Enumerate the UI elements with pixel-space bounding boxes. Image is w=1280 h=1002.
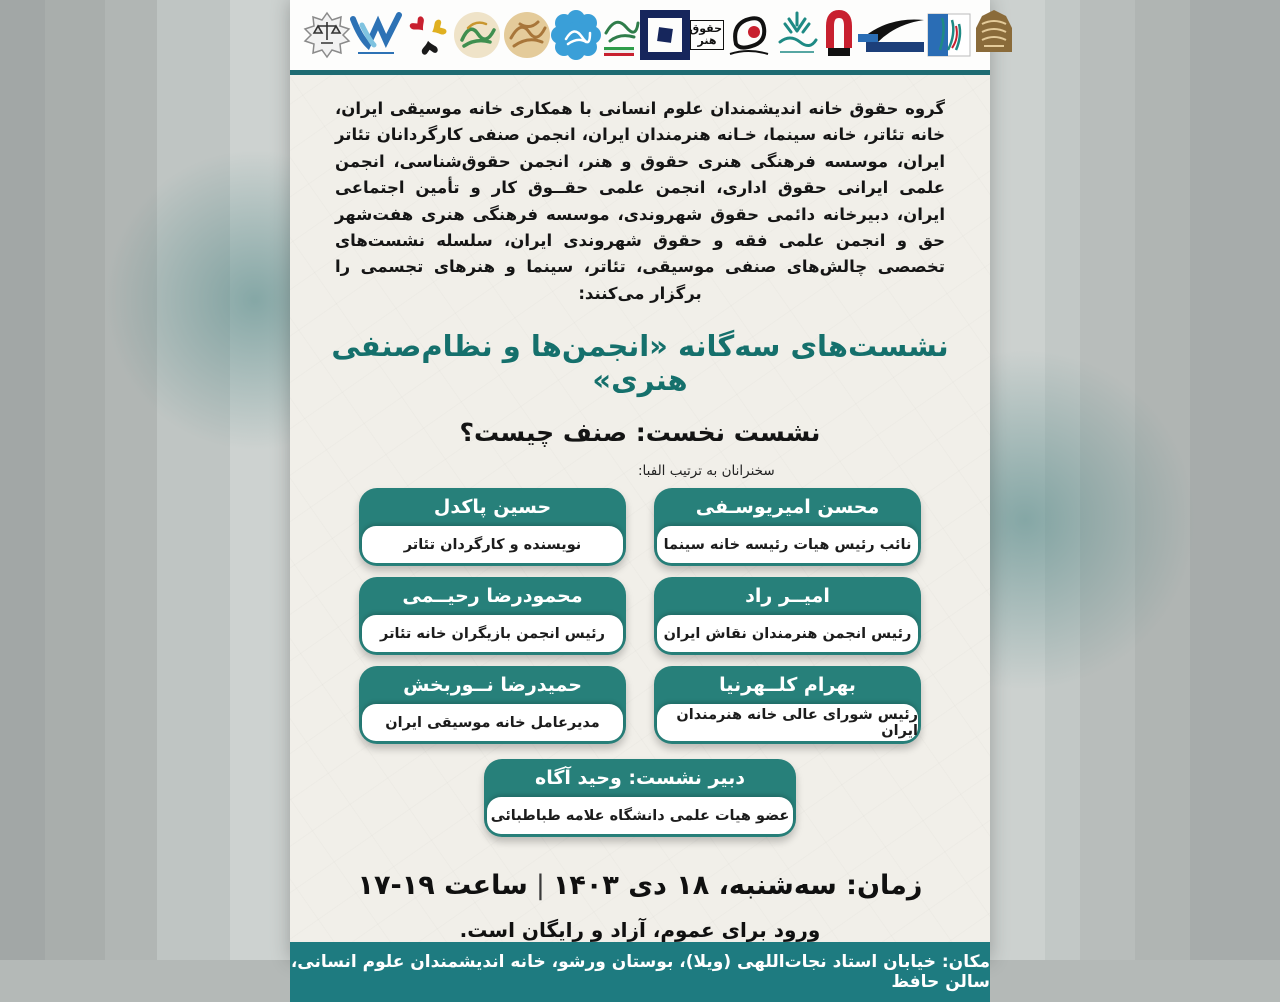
black-calligraphy-red-icon — [724, 10, 772, 60]
organizers-intro-paragraph: گروه حقوق خانه اندیشمندان علوم انسانی با همکاری خانه موسیقی ایران، خانه تئاتر، خانه سینما، خـانه هنرمندان ایران، انجمن صنفی کارگردانان تئاتر ایران، موسسه فرهنگی هنری حقوق و هنر، انجمن حقوق‌شناسی، انجمن علمی ایرانی حقوق اداری، انجمن علمی حقــوق کار و تأمین اجتماعی ایران، دبیرخانه دائمی حقوق شهروندی، موسسه فرهنگی هنری هفت‌شهر حق و انجمن علمی فقه و حقوق شهروندی ایران، سلسله نشست‌های تخصصی چالش‌های صنفی موسیقی، تئاتر، سینما و هنرهای تجسمی را برگزار می‌کنند: — [335, 99, 945, 303]
green-calligraphy-roundel-icon — [452, 10, 502, 60]
poster-content — [290, 75, 990, 1002]
speaker-role: رئیس انجمن هنرمندان نقاش ایران — [657, 615, 918, 652]
speaker-role: رئیس شورای عالی خانه هنرمندان ایران — [657, 704, 918, 741]
hoghoogh-honar-label: حقوق هنر — [690, 20, 724, 49]
session-subtitle: نشست نخست: صنف چیست؟ — [459, 418, 821, 448]
partner-logos-strip — [290, 0, 990, 70]
navy-square-frame-icon — [640, 10, 690, 60]
event-time: ساعت ۱۹-۱۷ — [357, 870, 528, 902]
event-datetime — [290, 870, 990, 901]
location-footer: مکان: خیابان استاد نجات‌اللهی (ویلا)، بوستان ورشو، خانه اندیشمندان علوم انسانی، سالن حافظ — [290, 942, 990, 1002]
speakers-order-note: سخنرانان به ترتیب الفبا: — [638, 463, 775, 480]
event-date: زمان: سه‌شنبه، ۱۸ دی ۱۴۰۳ — [552, 870, 923, 902]
speaker-name: امیــر راد — [745, 585, 830, 608]
speaker-name: حسین پاکدل — [433, 496, 552, 519]
speaker-name: محسن امیریوسـفی — [695, 496, 880, 519]
speaker-name: محمودرضا رحیــمی — [402, 585, 583, 608]
hearts-pinwheel-icon — [402, 10, 452, 60]
moderator-name: دبیر نشست: وحید آگاه — [535, 767, 745, 790]
speaker-card — [654, 488, 921, 566]
moderator-row — [290, 759, 990, 837]
moderator-role: عضو هیات علمی دانشگاه علامه طباطبائی — [487, 797, 793, 834]
speakers-grid — [290, 488, 990, 744]
speaker-name: بهرام کلــهرنیا — [719, 674, 856, 697]
left-blurred-backdrop — [0, 0, 290, 960]
speaker-name: حمیدرضا نــوربخش — [403, 674, 582, 697]
moderator-card — [484, 759, 796, 837]
speaker-role: نویسنده و کارگردان تئاتر — [362, 526, 623, 563]
speaker-card — [359, 666, 626, 744]
green-flag-calligraphy-icon — [600, 11, 640, 59]
event-poster — [290, 0, 990, 993]
cinema-swoosh-icon — [856, 12, 926, 58]
speaker-role: نائب رئیس هیات رئیسه خانه سینما — [657, 526, 918, 563]
blue-flower-calligraphy-icon — [552, 11, 600, 59]
speaker-card — [654, 577, 921, 655]
speaker-card — [359, 488, 626, 566]
haft-shahr-haq-icon — [350, 11, 402, 59]
artists-forum-starburst-icon — [772, 10, 822, 60]
event-title: نشست‌های سه‌گانه «انجمن‌ها و نظام‌صنفی هنری» — [331, 329, 949, 398]
music-house-red-arch-icon — [822, 10, 856, 60]
admission-note: ورود برای عموم، آزاد و رایگان است. — [459, 918, 821, 943]
datetime-separator: | — [535, 870, 545, 902]
speaker-card — [654, 666, 921, 744]
speaker-role: مدیرعامل خانه موسیقی ایران — [362, 704, 623, 741]
gold-calligraphy-roundel-icon — [502, 10, 552, 60]
gold-ornate-seal-icon — [972, 8, 1016, 62]
speaker-card — [359, 577, 626, 655]
justice-seal-icon — [304, 12, 350, 58]
right-blurred-backdrop — [990, 0, 1280, 960]
blue-lines-card-icon — [926, 10, 972, 60]
hoghoogh-honar-text-logo — [690, 20, 724, 49]
speaker-role: رئیس انجمن بازیگران خانه تئاتر — [362, 615, 623, 652]
